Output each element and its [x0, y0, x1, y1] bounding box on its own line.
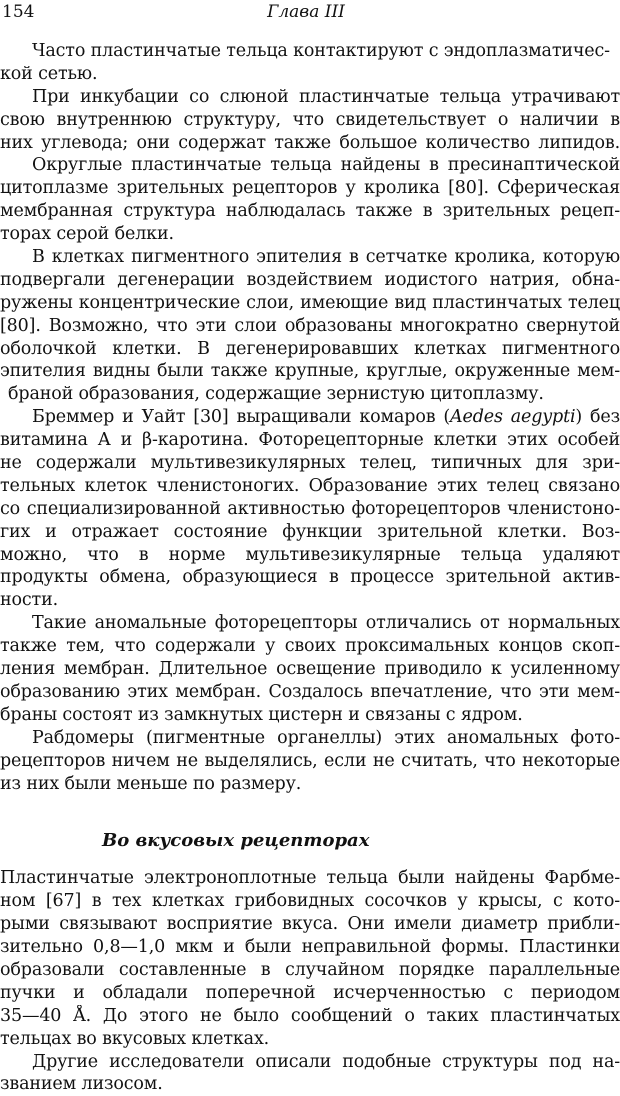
text-line: свою внутреннюю структуру, что свидетельствует о наличии в — [0, 109, 620, 130]
text-line: из них были меньше по размеру. — [0, 773, 302, 794]
text-line: не содержали мультивезикулярных телец, типичных для зри- — [0, 453, 620, 474]
paragraph — [0, 1051, 620, 1096]
text-line: торах серой белки. — [0, 224, 174, 245]
text-line: пучки и обладали поперечной исчерченностью с периодом — [0, 982, 620, 1003]
text-line: кой сетью. — [0, 63, 98, 84]
text-line: подвергали дегенерации воздействием иодистого натрия, обна- — [0, 269, 620, 290]
text-line: рецепторов ничем не выделялись, если не считать, что некоторые — [0, 750, 620, 771]
paragraph — [0, 86, 620, 155]
paragraph — [0, 40, 620, 86]
text-line: витамина А и β-каротина. Фоторецепторные клетки этих особей — [0, 430, 620, 451]
text-line: ном [67] в тех клетках грибовидных сосочков у крысы, с кото- — [0, 891, 620, 912]
text-line: цитоплазме зрительных рецепторов у кролика [80]. Сферическая — [0, 178, 620, 199]
text-line: рыми связывают восприятие вкуса. Они имели диаметр прибли- — [0, 914, 620, 935]
text-line: 35—40 Å. До этого не было сообщений о таких пластинчатых — [0, 1005, 620, 1026]
text-line: тельных клеток членистоногих. Образование этих телец связано — [0, 475, 620, 496]
section-spacer — [0, 795, 620, 819]
paragraph — [0, 406, 620, 612]
text-line: Рабдомеры (пигментные органеллы) этих аномальных фото- — [32, 727, 620, 748]
text-line: тельцах во вкусовых клетках. — [0, 1028, 270, 1049]
section-heading: Во вкусовых рецепторах — [102, 830, 370, 852]
body-text — [0, 40, 620, 1096]
page-number: 154 — [2, 2, 35, 22]
text-line: гих и отражает состояние функции зрительной клетки. Воз- — [0, 521, 620, 542]
text-line: ления мембран. Длительное освещение приводило к усиленному — [0, 659, 620, 680]
paragraph — [0, 612, 620, 726]
text-line: них углевода; они содержат также большое количество липидов. — [0, 132, 620, 153]
text-line: эпителия видны были также крупные, круглые, окруженные мем- — [0, 361, 620, 382]
text-line: браной образования, содержащие зернистую цитоплазму. — [8, 384, 544, 405]
page-header — [2, 2, 610, 26]
text-line: В клетках пигментного эпителия в сетчатке кролика, которую — [32, 247, 620, 268]
text-line: званием лизосом. — [0, 1074, 163, 1095]
text-line: Округлые пластинчатые тельца найдены в пресинаптической — [32, 155, 620, 176]
species-name: Aedes aegypti — [450, 407, 576, 428]
text-run: ) без — [575, 407, 620, 428]
text-line — [0, 406, 620, 429]
text-line: мембранная структура наблюдалась также в зрительных рецеп- — [0, 201, 620, 222]
paragraph — [0, 246, 620, 406]
text-line: [80]. Возможно, что эти слои образованы многократно свернутой — [0, 315, 620, 336]
text-line: продукты обмена, образующиеся в процессе зрительной актив- — [0, 567, 620, 588]
text-line: можно, что в норме мультивезикулярные тельца удаляют — [0, 544, 620, 565]
text-line: ности. — [0, 590, 59, 611]
text-line: При инкубации со слюной пластинчатые тельца утрачивают — [32, 86, 620, 107]
running-head: Глава III — [267, 2, 345, 22]
text-line: также тем, что содержали у своих проксимальных концов скоп- — [0, 636, 620, 657]
text-line: Такие аномальные фоторецепторы отличались от нормальных — [32, 613, 620, 634]
paragraph — [0, 154, 620, 246]
paragraph — [0, 727, 620, 796]
text-line: браны состоят из замкнутых цистерн и связаны с ядром. — [0, 704, 523, 725]
text-line: Другие исследователи описали подобные структуры под на- — [32, 1051, 620, 1072]
text-line: со специализированной активностью фоторецепторов членистоно- — [0, 498, 620, 519]
text-line: зительно 0,8—1,0 мкм и были неправильной формы. Пластинки — [0, 937, 620, 958]
text-line: Пластинчатые электроноплотные тельца были найдены Фарбме- — [0, 868, 620, 889]
text-line: оболочкой клетки. В дегенерировавших клетках пигментного — [0, 338, 620, 359]
text-line: ружены концентрические слои, имеющие вид пластинчатых телец — [0, 292, 620, 313]
text-line: образованию этих мембран. Создалось впечатление, что эти мем- — [0, 681, 620, 702]
text-line: Часто пластинчатые тельца контактируют с эндоплазматичес- — [32, 41, 610, 61]
text-line: образовали составленные в случайном порядке параллельные — [0, 959, 620, 980]
text-run: Бреммер и Уайт [30] выращивали комаров ( — [32, 407, 451, 428]
paragraph — [0, 867, 620, 1050]
